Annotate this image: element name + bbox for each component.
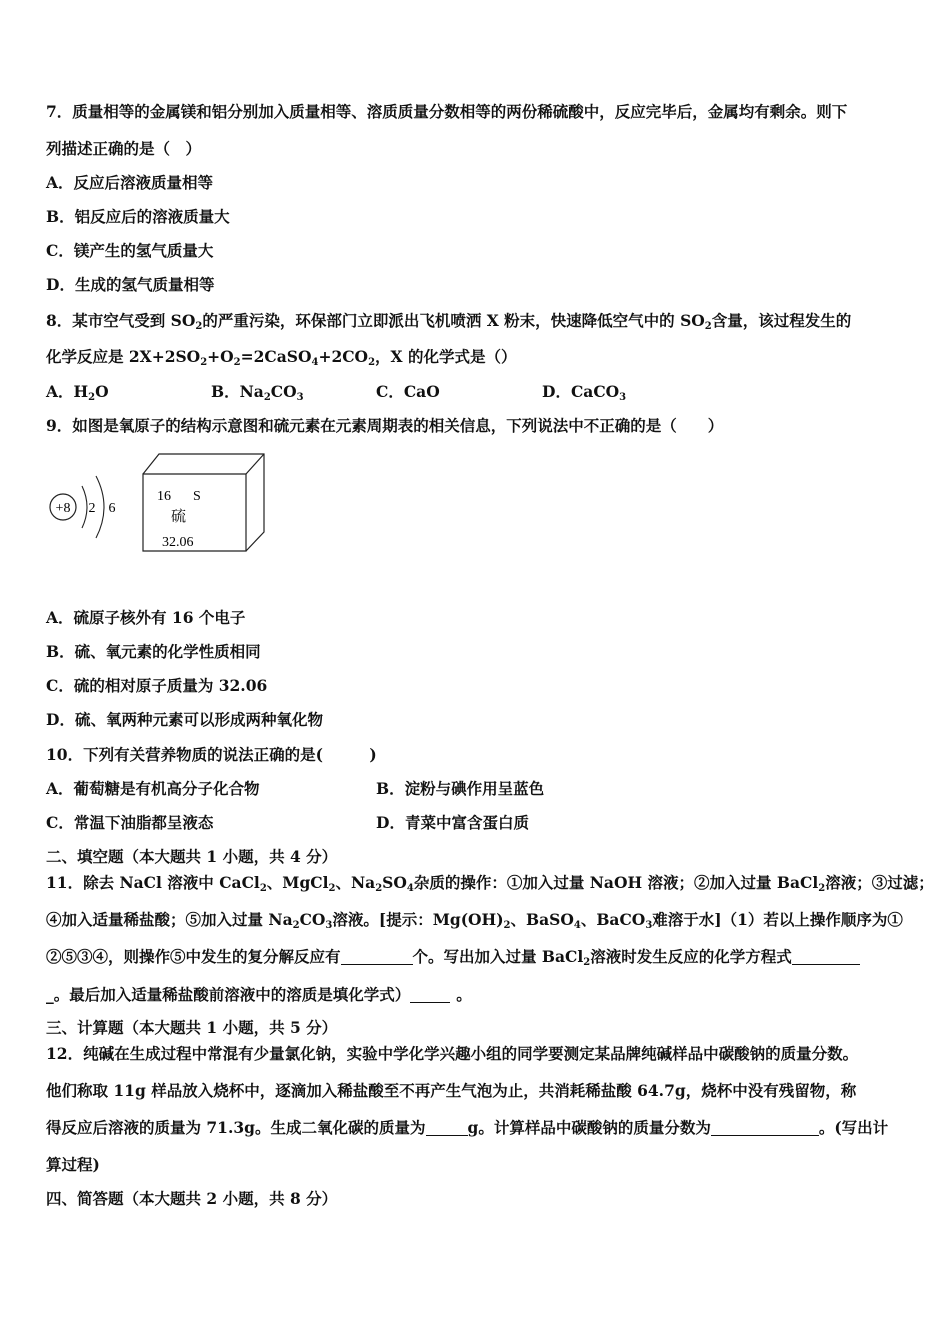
q12-line4: 算过程) (46, 1155, 100, 1174)
q9-option-d: D．硫、氧两种元素可以形成两种氧化物 (46, 710, 323, 729)
section-4-heading: 四、简答题（本大题共 2 小题，共 8 分） (46, 1189, 338, 1208)
q11-line4: _。最后加入适量稀盐酸前溶液中的溶质是填化学式） 。 (46, 985, 472, 1004)
q12-line3: 得反应后溶液的质量为 71.3g。生成二氧化碳的质量为 g。计算样品中碳酸钠的质量分数为 。(写出计 (46, 1118, 889, 1137)
q10-option-b: B．淀粉与碘作用呈蓝色 (376, 779, 545, 798)
q10-option-d: D．青菜中富含蛋白质 (376, 813, 529, 832)
electron-shell-2 (96, 476, 104, 538)
q11-line3: ②⑤③④，则操作⑤中发生的复分解反应有 个。写出加入过量 BaCl$_2$溶液时发生反应的化学方程式 (46, 946, 860, 968)
q9-option-c: C．硫的相对原子质量为 32.06 (46, 676, 268, 695)
q9-option-b: B．硫、氧元素的化学性质相同 (46, 642, 261, 661)
q11-line2: ④加入适量稀盐酸；⑤加入过量 $Na_2CO_3$溶液。[提示：$Mg(OH)_2$、BaSO$_4$、BaCO$_3$难溶于水]（1）若以上操作顺序为① (46, 910, 903, 931)
q7-option-c: C．镁产生的氢气质量大 (46, 241, 214, 260)
q12-line1: 12．纯碱在生成过程中常混有少量氯化钠，实验中学化学兴趣小组的同学要测定某品牌纯碱样品中碳酸钠的质量分数。 (46, 1044, 859, 1063)
q7-option-a: A．反应后溶液质量相等 (46, 173, 214, 192)
q8-stem-line2: 化学反应是 $2X+2SO_2+O_2=2CaSO_4+2CO_2$，X 的化学式是（） (46, 347, 517, 368)
shell2-electrons: 6 (108, 501, 116, 516)
answer-blank-count[interactable] (341, 948, 413, 965)
q7-stem-line1: 7．质量相等的金属镁和铝分别加入质量相等、溶质质量分数相等的两份稀硫酸中，反应完毕后，金属均有剩余。则下 (46, 102, 848, 121)
answer-blank-equation[interactable] (792, 948, 860, 965)
q7-option-d: D．生成的氢气质量相等 (46, 275, 215, 294)
q7-option-b: B．铝反应后的溶液质量大 (46, 207, 230, 226)
q8-option-b: B．$Na_2CO_3$ (211, 382, 304, 403)
element-symbol: S (193, 489, 201, 504)
nucleus-charge: +8 (55, 501, 71, 516)
q10-option-a: A．葡萄糖是有机高分子化合物 (46, 779, 260, 798)
answer-blank-solute[interactable] (410, 986, 450, 1003)
section-3-heading: 三、计算题（本大题共 1 小题，共 5 分） (46, 1018, 338, 1037)
q10-stem: 10．下列有关营养物质的说法正确的是( ) (46, 745, 377, 764)
section-2-heading: 二、填空题（本大题共 1 小题，共 4 分） (46, 847, 338, 866)
atomic-mass: 32.06 (162, 535, 194, 550)
q8-option-c: C．CaO (376, 382, 440, 401)
q8-option-d: D．CaCO$_3$ (542, 382, 627, 403)
q11-line1: 11．除去 NaCl 溶液中 CaCl$_2$、MgCl$_2$、$Na_2SO_4$杂质的操作：①加入过量 NaOH 溶液；②加入过量 BaCl$_2$溶液；③过滤； (46, 873, 934, 894)
shell1-electrons: 2 (88, 501, 96, 516)
q10-option-c: C．常温下油脂都呈液态 (46, 813, 214, 832)
q8-option-a: A．$H_2O$ (46, 382, 109, 403)
oxygen-atom-diagram (50, 476, 116, 538)
electron-shell-1 (82, 486, 87, 528)
q7-stem-line2: 列描述正确的是（ ） (46, 139, 202, 158)
q9-figure (46, 450, 266, 560)
answer-blank-co2-mass[interactable] (426, 1119, 468, 1136)
q9-option-a: A．硫原子核外有 16 个电子 (46, 608, 246, 627)
atomic-number: 16 (157, 489, 171, 504)
answer-blank-mass-fraction[interactable] (711, 1119, 819, 1136)
q8-stem-line1: 8．某市空气受到 $SO_2$的严重污染，环保部门立即派出飞机喷洒 X 粉末，快速降低空气中的 $SO_2$含量，该过程发生的 (46, 311, 852, 332)
sulfur-element-cell (143, 454, 264, 551)
element-name: 硫 (171, 509, 187, 525)
q12-line2: 他们称取 11g 样品放入烧杯中，逐滴加入稀盐酸至不再产生气泡为止，共消耗稀盐酸 64.7g，烧杯中没有残留物，称 (46, 1081, 857, 1100)
q9-stem: 9．如图是氧原子的结构示意图和硫元素在元素周期表的相关信息，下列说法中不正确的是（ ） (46, 416, 724, 435)
